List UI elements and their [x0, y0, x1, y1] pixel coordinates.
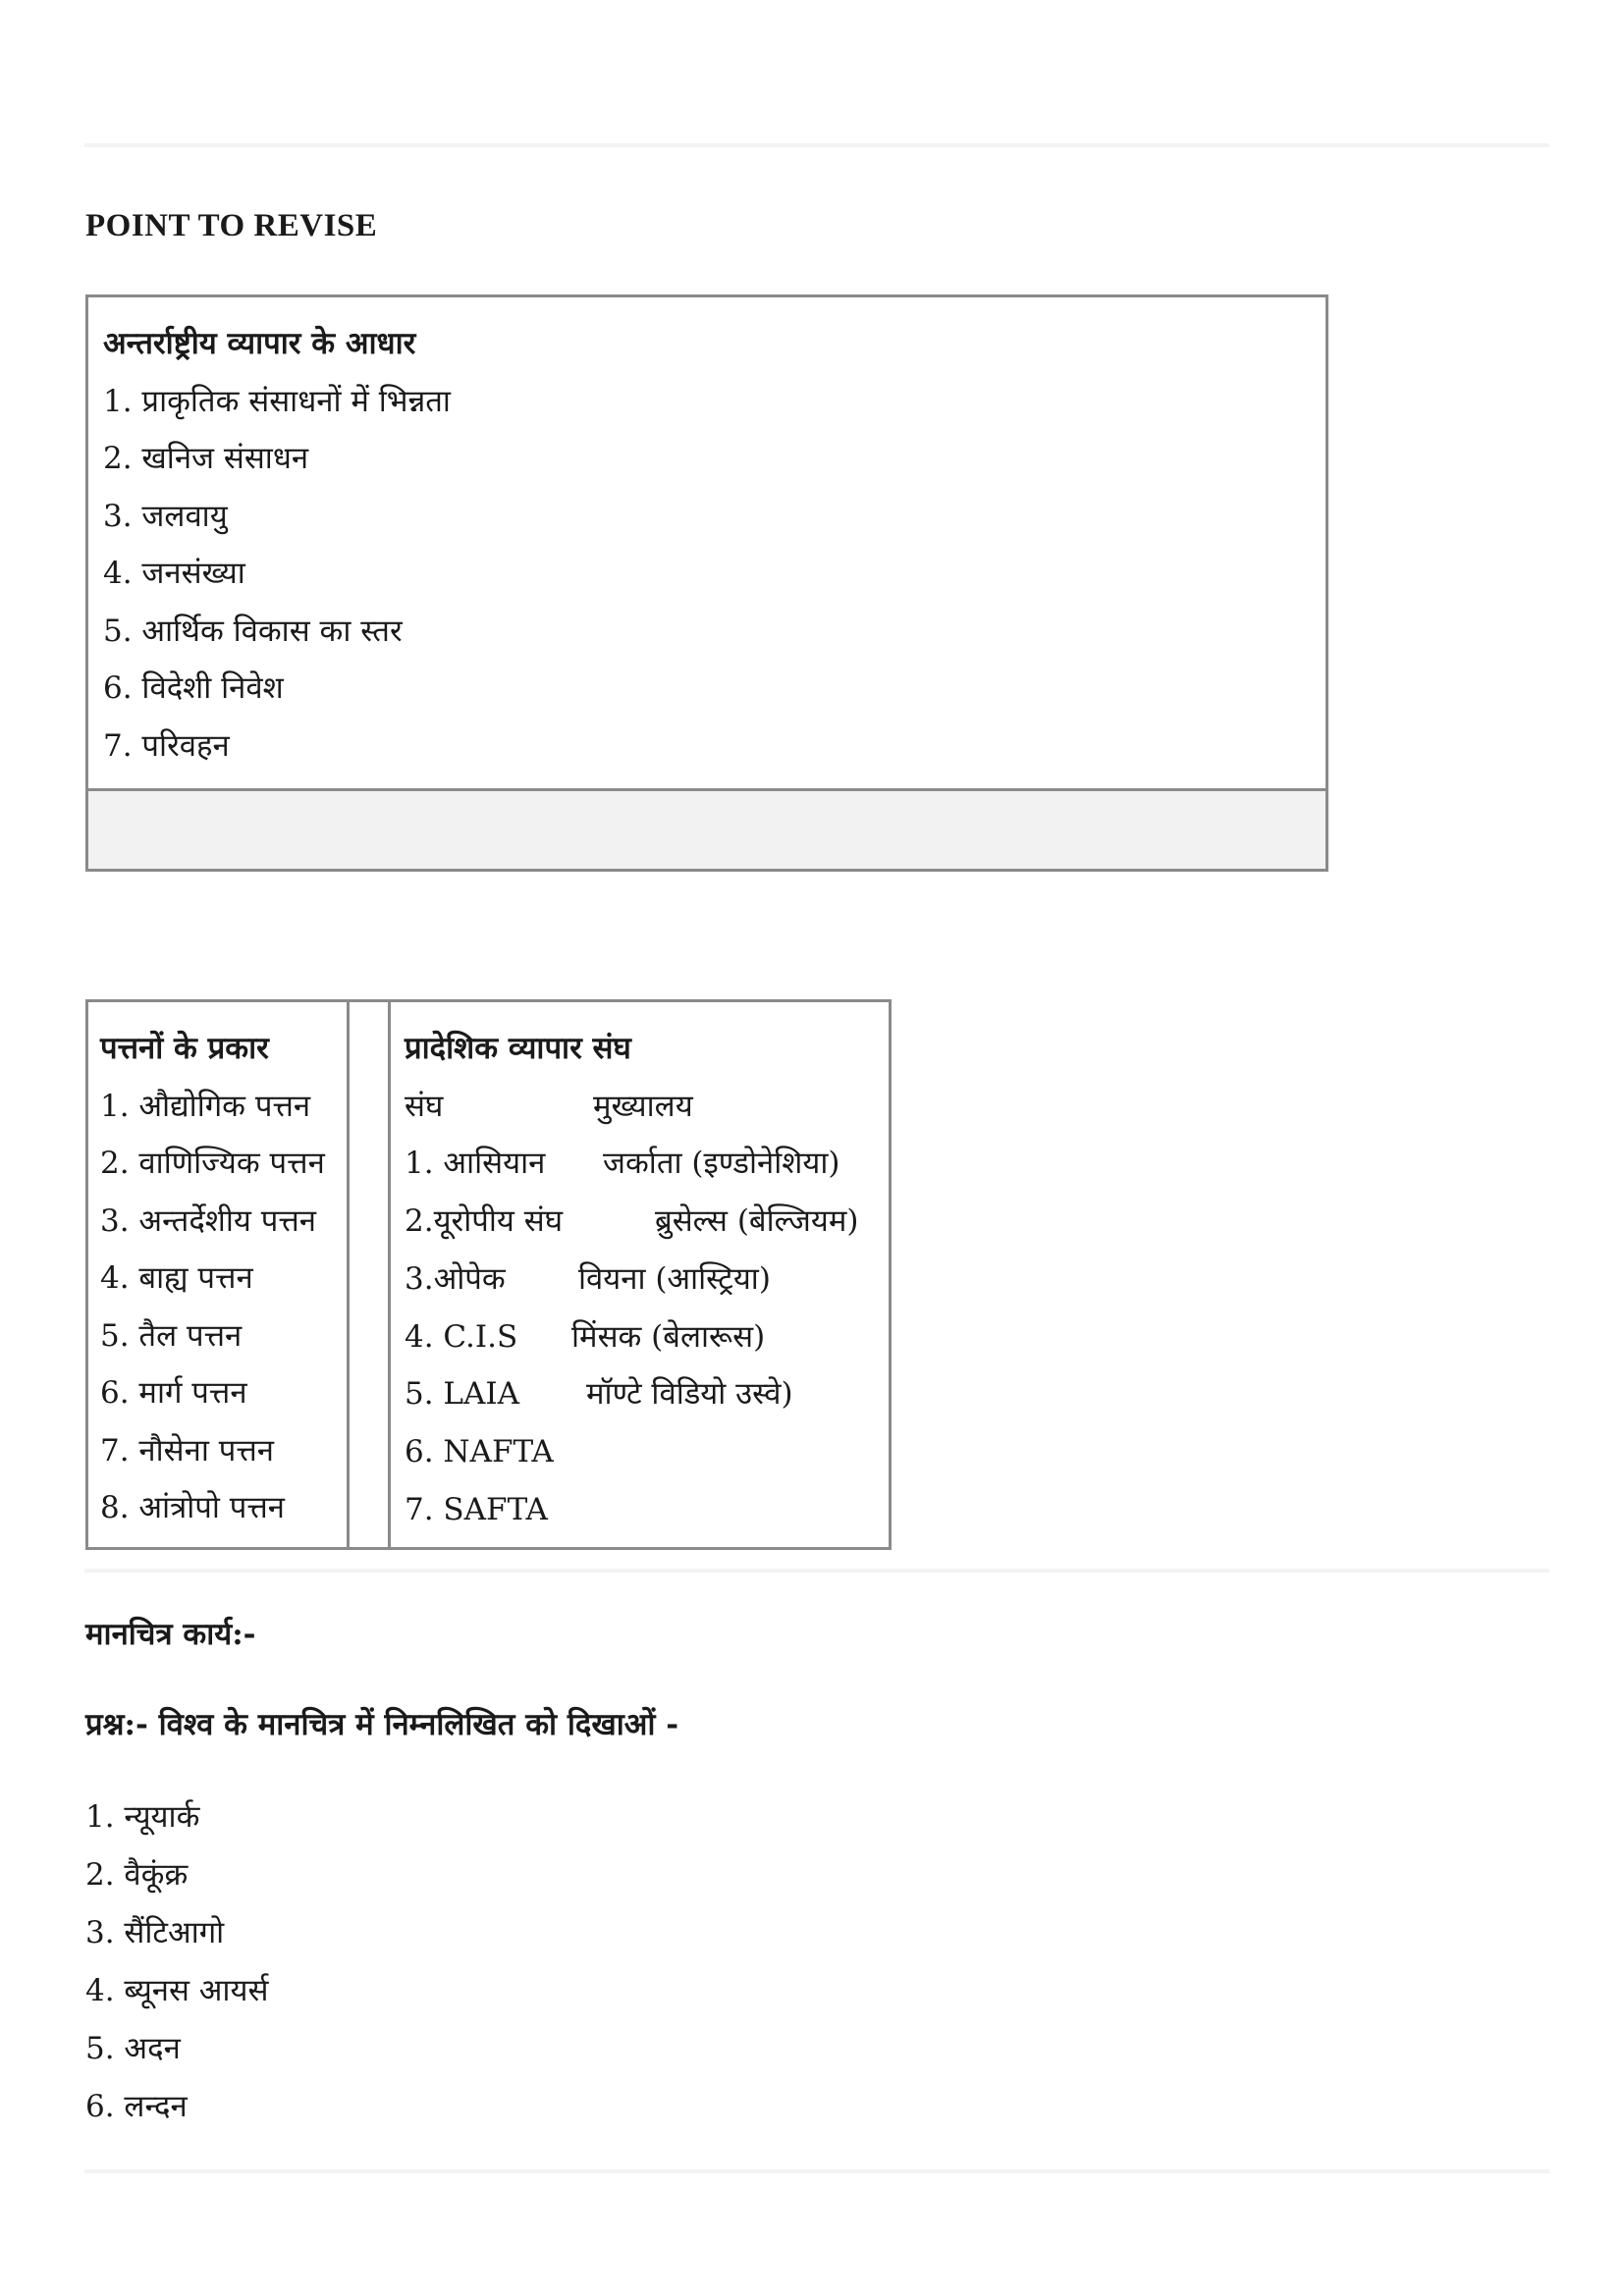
bottom-divider: [84, 2169, 1549, 2173]
ports-column: [88, 1002, 350, 1547]
list-item: 2. वाणिज्यिक पत्तन: [100, 1146, 325, 1181]
list-item: 2. खनिज संसाधन: [103, 441, 309, 476]
list-item: 3. सैंटिआगो: [85, 1915, 225, 1950]
bloc-hq: वियना (आस्ट्रिया): [578, 1260, 771, 1297]
table-header-row: [405, 1078, 889, 1136]
trade-basis-box: [85, 294, 1328, 872]
table-row: [405, 1481, 889, 1539]
table-row: [405, 1308, 889, 1366]
list-item: 3. जलवायु: [103, 498, 228, 534]
list-item: 5. अदन: [85, 2031, 181, 2066]
map-work-question: प्रश्न:- विश्व के मानचित्र में निम्नलिखित को दिखाओं -: [85, 1707, 679, 1742]
list-item: 6. मार्ग पत्तन: [100, 1375, 247, 1411]
ports-title: पत्तनों के प्रकार: [100, 1031, 269, 1066]
list-item: 7. परिवहन: [103, 727, 230, 764]
map-work-list: [85, 1789, 268, 2136]
list-item: 1. औद्योगिक पत्तन: [100, 1088, 311, 1124]
bloc-hq: मॉण्टे विडियो उस्वे): [586, 1376, 793, 1413]
bloc-name: 3.ओपेक: [405, 1260, 506, 1297]
list-item: 5. आर्थिक विकास का स्तर: [103, 613, 403, 649]
bloc-header: संघ: [405, 1088, 444, 1124]
list-item: 3. अन्तर्देशीय पत्तन: [100, 1202, 316, 1239]
list-item: 6. विदेशी निवेश: [103, 670, 284, 706]
trade-basis-title: अन्तर्राष्ट्रीय व्यापार के आधार: [103, 326, 416, 361]
trade-basis-content: [88, 297, 1325, 788]
list-item: 6. लन्दन: [85, 2089, 188, 2124]
middle-divider: [84, 1569, 1549, 1573]
bloc-name: 1. आसियान: [405, 1146, 546, 1182]
trade-basis-empty-row: [88, 788, 1325, 869]
list-item: 7. नौसेना पत्तन: [100, 1432, 274, 1468]
top-divider: [84, 143, 1549, 147]
table-row: [405, 1135, 889, 1193]
list-item: 4. ब्यूनस आयर्स: [85, 1973, 269, 2008]
bloc-name: 2.यूरोपीय संघ: [405, 1203, 564, 1240]
bloc-name: 4. C.I.S: [405, 1318, 518, 1355]
list-item: 2. वैकूंक्र: [85, 1857, 189, 1893]
trade-blocs-column: [391, 1002, 889, 1547]
map-work-title: मानचित्र कार्य:-: [85, 1617, 256, 1652]
table-row: [405, 1423, 889, 1481]
list-item: 8. आंत्रोपो पत्तन: [100, 1490, 285, 1525]
bloc-name: 5. LAIA: [405, 1376, 520, 1413]
ports-and-blocs-table: [85, 999, 892, 1550]
bloc-hq: मिंसक (बेलारूस): [571, 1318, 766, 1355]
bloc-name: 6. NAFTA: [405, 1434, 554, 1470]
table-row: [405, 1251, 889, 1308]
bloc-hq: जर्काता (इण्डोनेशिया): [603, 1146, 840, 1182]
page-heading: POINT TO REVISE: [85, 208, 378, 243]
table-row: [405, 1193, 889, 1251]
table-row: [405, 1365, 889, 1423]
list-item: 4. जनसंख्या: [103, 556, 245, 591]
hq-header: मुख्यालय: [593, 1088, 693, 1124]
bloc-hq: ब्रुसेल्स (बेल्जियम): [655, 1203, 859, 1240]
list-item: 1. प्राकृतिक संसाधनों में भिन्नता: [103, 383, 451, 419]
list-item: 5. तैल पत्तन: [100, 1317, 243, 1354]
list-item: 4. बाह्य पत्तन: [100, 1260, 253, 1296]
list-item: 1. न्यूयार्क: [85, 1799, 200, 1835]
bloc-name: 7. SAFTA: [405, 1492, 548, 1528]
trade-blocs-title: प्रादेशिक व्यापार संघ: [405, 1031, 631, 1066]
spacer-column: [350, 1002, 391, 1547]
